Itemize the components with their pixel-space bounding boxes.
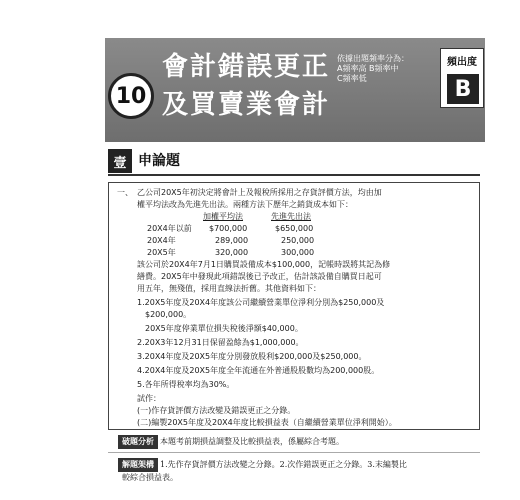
table-cell: 250,000	[281, 236, 315, 245]
analysis-tag: 破題分析	[118, 435, 158, 449]
table-cell: 289,000	[215, 236, 249, 245]
frequency-box	[440, 48, 484, 108]
question-line: 試作：	[137, 394, 161, 403]
table-row-label: 20X4年以前	[147, 224, 192, 233]
question-line: 該公司於20X4年7月1日購買設備成本$100,000，記帳時誤將其記為修	[137, 260, 391, 269]
frequency-grade: B	[447, 74, 479, 104]
framework-text-line-2: 較綜合損益表。	[122, 473, 178, 482]
frequency-legend-line-2: A頻率高 B頻率中	[337, 64, 399, 73]
question-line: 1.20X5年度及20X4年度該公司繼續營業單位淨利分別為$250,000及	[137, 298, 385, 307]
section-title: 申論題	[138, 153, 180, 169]
frequency-legend-line-3: C頻率低	[337, 74, 367, 83]
table-cell: 320,000	[215, 248, 249, 257]
question-line: 4.20X4年度及20X5年度全年流通在外普通股股數均為200,000股。	[137, 366, 380, 375]
analysis-text: 本題考前期損益調整及比較損益表，係屬綜合考題。	[160, 437, 344, 446]
table-header-weighted-average: 加權平均法	[203, 212, 243, 221]
question-line: $200,000。	[145, 310, 192, 319]
table-cell: $700,000	[209, 224, 248, 233]
section-mark: 壹	[108, 149, 132, 173]
question-line: 權平均法改為先進先出法。兩種方法下歷年之銷貨成本如下：	[137, 200, 353, 209]
frequency-legend-line-1: 依據出題頻率分為：	[337, 54, 409, 63]
chapter-number-badge	[108, 73, 154, 119]
question-line: 用五年，無殘值，採用直線法折舊。其他資料如下：	[137, 284, 321, 293]
question-line: 20X5年度停業單位損失稅後淨額$40,000。	[145, 324, 303, 333]
table-header-fifo: 先進先出法	[271, 212, 311, 221]
chapter-title	[162, 48, 337, 124]
table-cell: $650,000	[275, 224, 314, 233]
question-line: 5.各年所得稅率均為30%。	[137, 380, 235, 389]
section-rule	[108, 174, 480, 176]
table-row-label: 20X4年	[147, 236, 176, 245]
chapter-number: 10	[115, 83, 147, 109]
chapter-title-line-1: 會計錯誤更正	[162, 52, 331, 82]
chapter-title-line-2: 及買賣業會計	[162, 90, 331, 120]
question-line: (二)編製20X5年度及20X4年度比較損益表（自繼續營業單位淨利開始）。	[137, 418, 397, 427]
question-line: 2.20X3年12月31日保留盈餘為$1,000,000。	[137, 338, 304, 347]
question-number: 一、	[117, 188, 133, 197]
question-line: 3.20X4年度及20X5年度分別發放股利$200,000及$250,000。	[137, 352, 367, 361]
framework-text-line-1: 1.先作存貨評價方法改變之分錄。2.次作錯誤更正之分錄。3.末編製比	[160, 460, 407, 469]
question-line: 乙公司20X5年初決定將會計上及報稅所採用之存貨評價方法，均由加	[137, 188, 382, 197]
frequency-legend	[337, 54, 437, 84]
divider	[108, 452, 480, 453]
frequency-label: 頻出度	[447, 57, 477, 68]
table-cell: 300,000	[281, 248, 315, 257]
question-line: 繕費。20X5年中發現此項錯誤後已予改正，估計該設備自購買日起可	[137, 272, 382, 281]
framework-tag: 解題架構	[118, 458, 158, 472]
table-row-label: 20X5年	[147, 248, 176, 257]
question-line: (一)作存貨評價方法改變及錯誤更正之分錄。	[137, 406, 296, 415]
question-box	[108, 182, 480, 430]
